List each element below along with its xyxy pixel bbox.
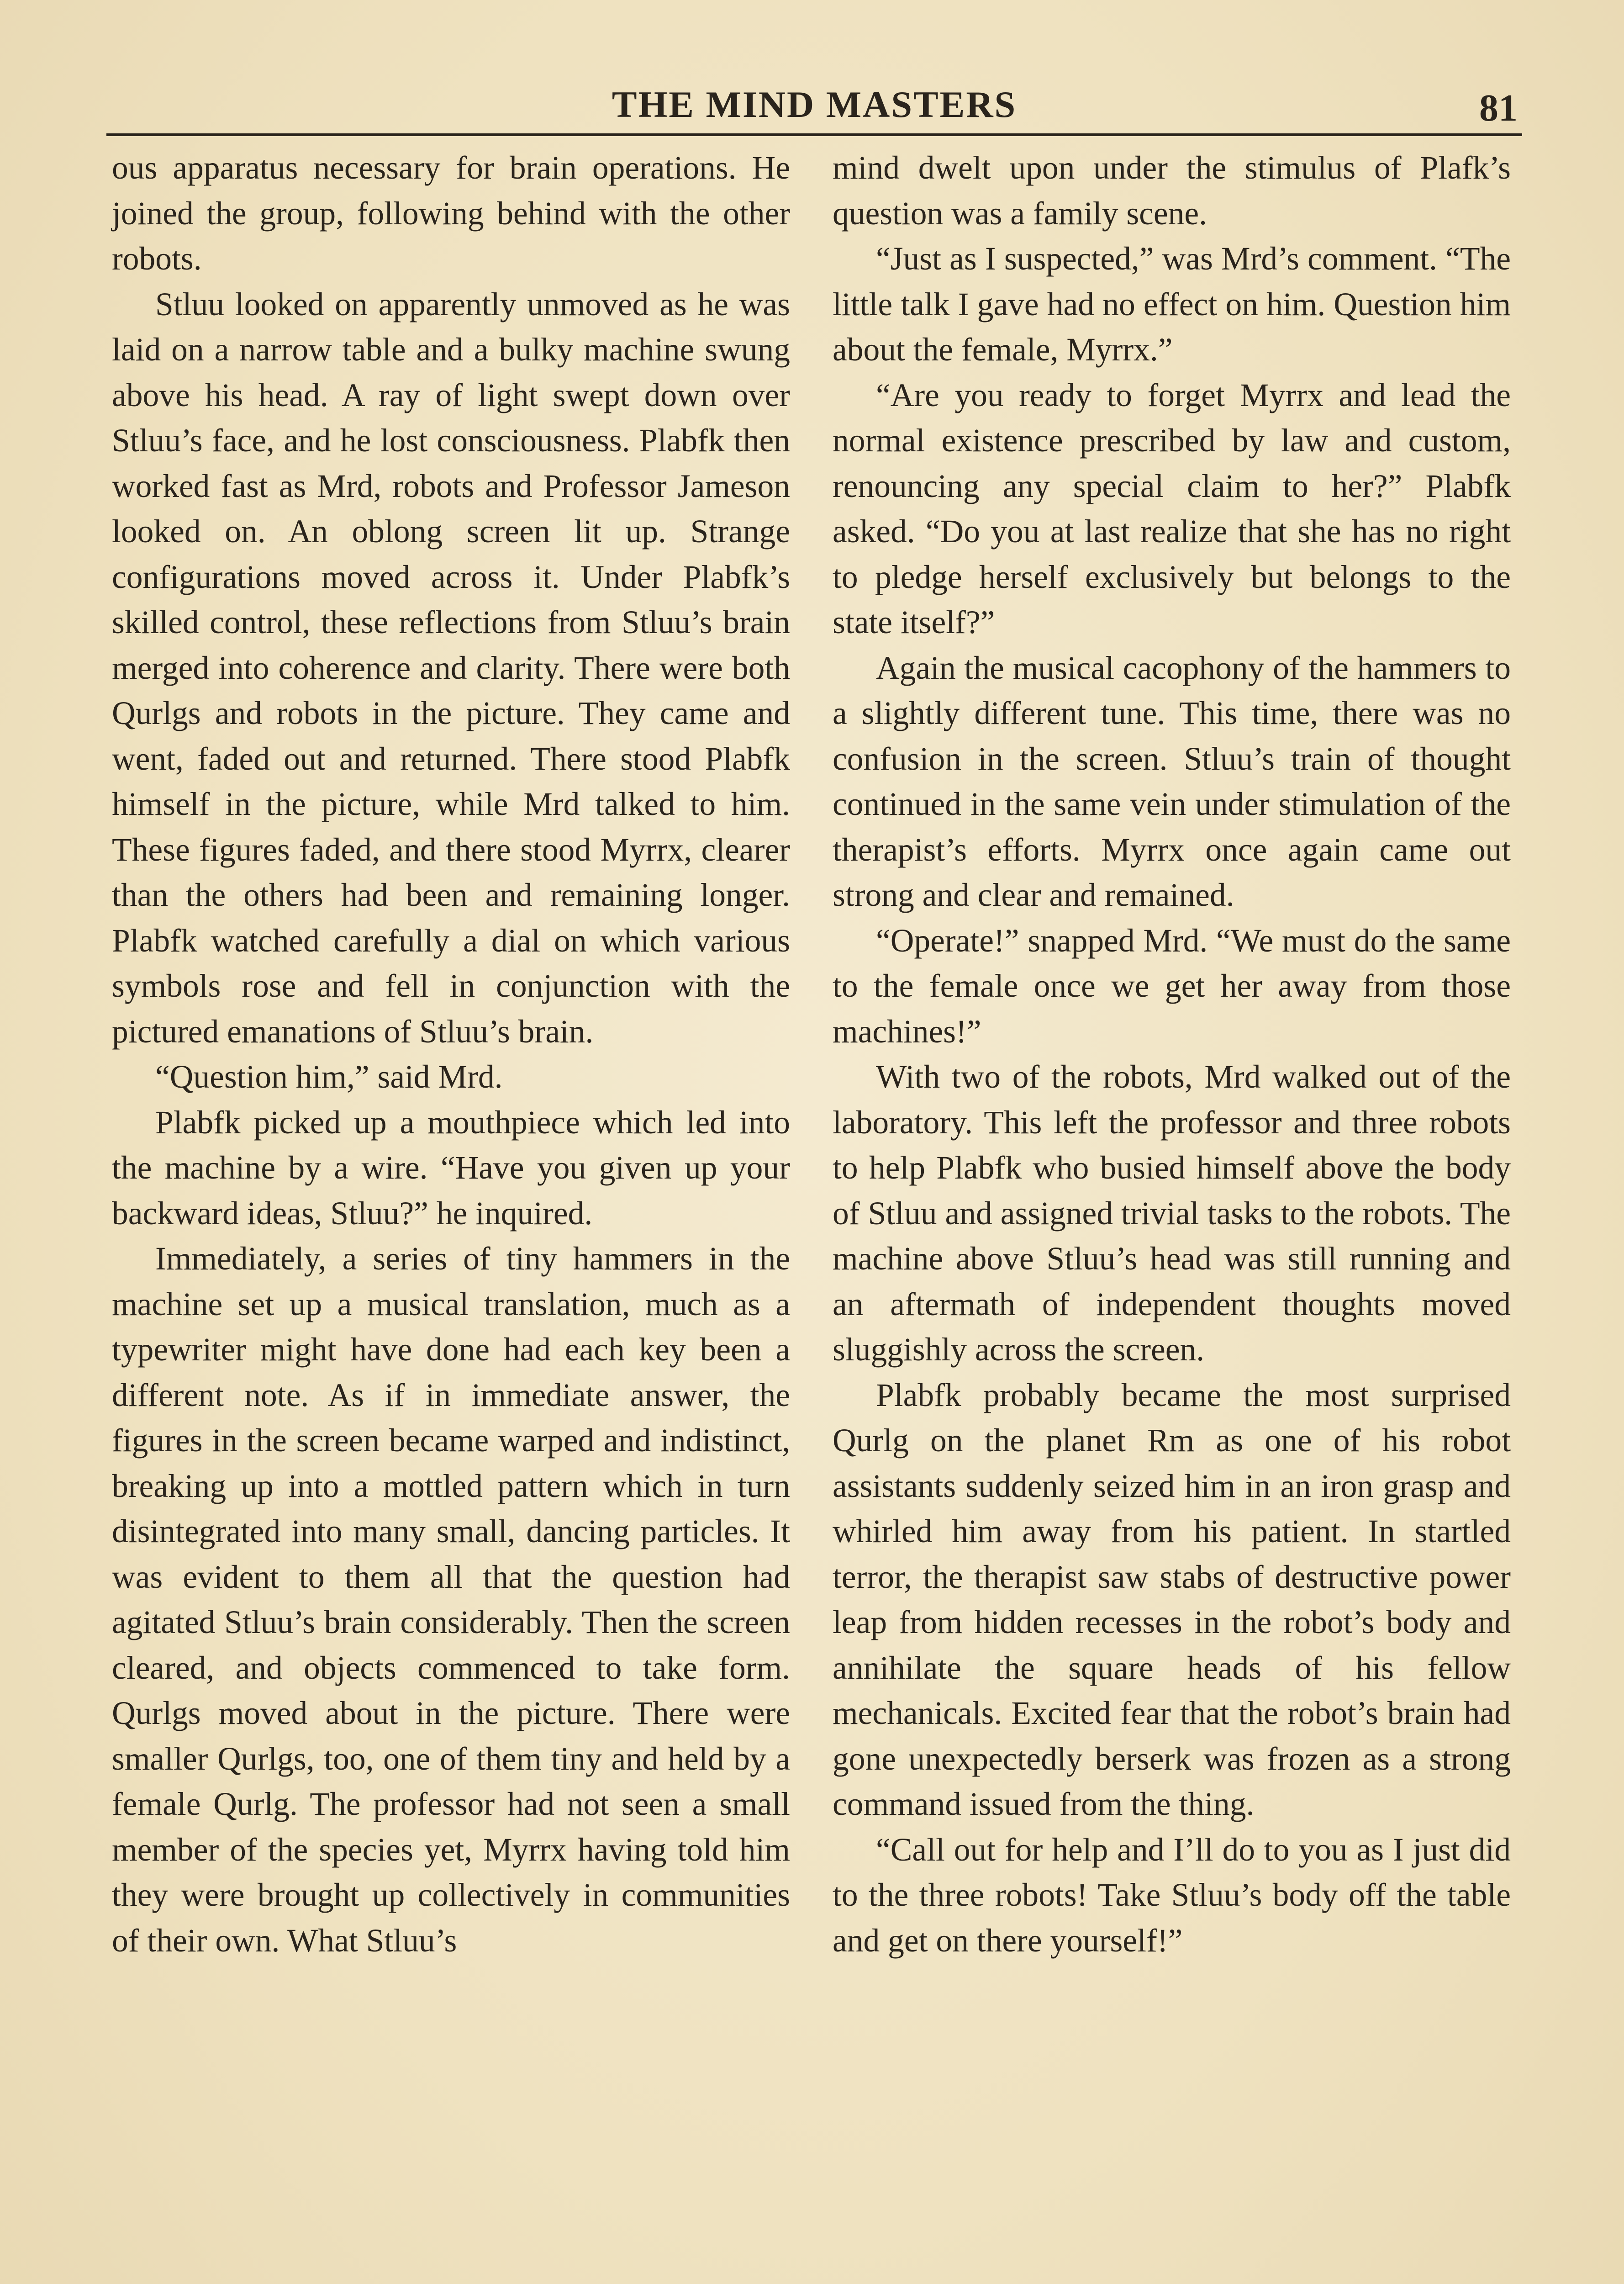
paragraph: ous apparatus necessary for brain operations. He joined the group, following behind with the other robots. <box>112 150 790 277</box>
paragraph: mind dwelt upon under the stimulus of Plafk’s question was a family scene. <box>833 150 1511 232</box>
right-column <box>833 145 1511 1963</box>
paragraph: Immediately, a series of tiny hammers in the machine set up a musical translation, much as a typewriter might have done had each key been a different note. As if in immediate answer, the figures in the screen became warped and indistinct, breaking up into a mottled pattern which in turn disintegrated into many small, dancing particles. It was evident to them all that the question had agitated Stluu’s brain considerably. Then the screen cleared, and objects commenced to take form. Qurlgs moved about in the picture. There were smaller Qurlgs, too, one of them tiny and held by a female Qurlg. The professor had not seen a small member of the species yet, Myrrx having told him they were brought up collectively in communities of their own. What Stluu’s <box>112 1241 790 1959</box>
paragraph: Stluu looked on apparently unmoved as he was laid on a narrow table and a bulky machine swung above his head. A ray of light swept down over Stluu’s face, and he lost consciousness. Plabfk then worked fast as Mrd, robots and Professor Jameson looked on. An oblong screen lit up. Strange configurations moved across it. Under Plabfk’s skilled control, these reflections from Stluu’s brain merged into coherence and clarity. There were both Qurlgs and robots in the picture. They came and went, faded out and returned. There stood Plabfk himself in the picture, while Mrd talked to him. These figures faded, and there stood Myrrx, clearer than the others had been and remaining longer. Plabfk watched carefully a dial on which various symbols rose and fell in conjunction with the pictured emanations of Stluu’s brain. <box>112 286 790 1050</box>
paragraph: “Question him,” said Mrd. <box>155 1059 503 1095</box>
left-column <box>112 145 790 1963</box>
header-rule <box>106 133 1522 136</box>
paragraph: With two of the robots, Mrd walked out of the laboratory. This left the professor and three robots to help Plabfk who busied himself above the body of Stluu and assigned trivial tasks to the robots. The machine above Stluu’s head was still running and an aftermath of independent thoughts moved sluggishly across the screen. <box>833 1059 1511 1368</box>
page-number: 81 <box>1479 87 1518 129</box>
page-header <box>106 78 1522 132</box>
paragraph: “Operate!” snapped Mrd. “We must do the same to the female once we get her away from those machines!” <box>833 922 1511 1050</box>
paragraph: Plabfk probably became the most surprised Qurlg on the planet Rm as one of his robot assistants suddenly seized him in an iron grasp and whirled him away from his patient. In startled terror, the therapist saw stabs of destructive power leap from hidden recesses in the robot’s body and annihilate the square heads of his fellow mechanicals. Excited fear that the robot’s brain had gone unexpectedly berserk was frozen as a strong command issued from the thing. <box>833 1377 1511 1822</box>
paragraph: “Call out for help and I’ll do to you as I just did to the three robots! Take Stluu’s body off the table and get on there yourself!” <box>833 1831 1511 1959</box>
paragraph: “Just as I suspected,” was Mrd’s comment. “The little talk I gave had no effect on him. Question him about the female, Myrrx.” <box>833 241 1511 368</box>
running-title: THE MIND MASTERS <box>612 84 1017 125</box>
paragraph: Again the musical cacophony of the hammers to a slightly different tune. This time, there was no confusion in the screen. Stluu’s train of thought continued in the same vein under stimulation of the therapist’s efforts. Myrrx once again came out strong and clear and remained. <box>833 650 1511 913</box>
paragraph: Plabfk picked up a mouthpiece which led into the machine by a wire. “Have you given up your backward ideas, Stluu?” he inquired. <box>112 1104 790 1232</box>
paragraph: “Are you ready to forget Myrrx and lead the normal existence prescribed by law and custom, renouncing any special claim to her?” Plabfk asked. “Do you at last realize that she has no right to pledge herself exclusively but belongs to the state itself?” <box>833 377 1511 640</box>
